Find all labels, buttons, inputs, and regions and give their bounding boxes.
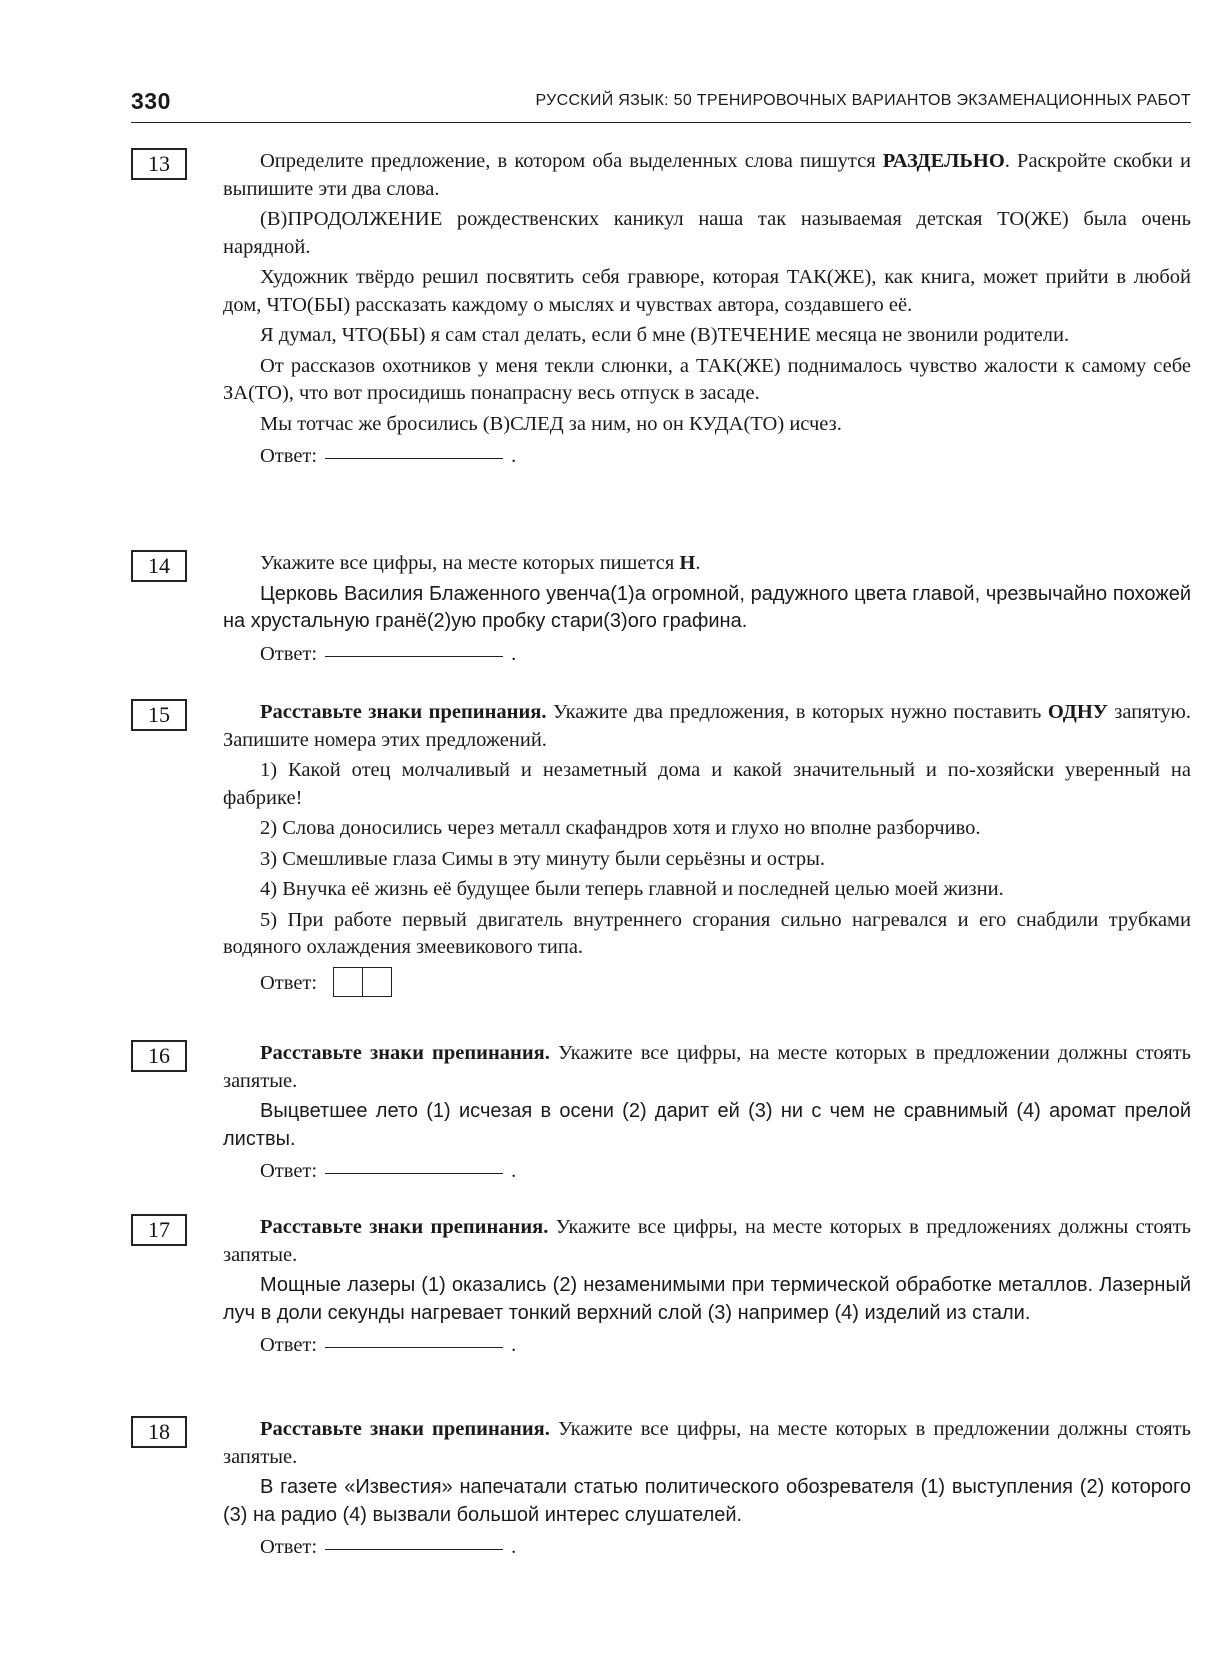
answer-boxes xyxy=(333,967,390,1006)
task-instruction: Определите предложение, в котором оба выделенных слова пишутся РАЗДЕЛЬНО. Раскройте скобки и выпишите эти два слова. xyxy=(223,150,1192,200)
answer-box[interactable] xyxy=(333,967,363,997)
answer-label: Ответ: xyxy=(260,445,318,467)
task-instruction: Расставьте знаки препинания. Укажите все цифры, на месте которых в предложении должны стоять запятые. xyxy=(223,1418,1191,1468)
answer-row: Ответ: . xyxy=(260,1160,517,1182)
answer-row: Ответ: . xyxy=(260,642,517,665)
answer-field[interactable] xyxy=(325,457,503,459)
sentence: 2) Слова доносились через металл скафандров хотя и глухо но вполне разборчиво. xyxy=(260,817,981,839)
answer-field[interactable] xyxy=(325,1346,503,1348)
answer-label: Ответ: xyxy=(260,642,318,665)
answer-label: Ответ: xyxy=(260,1334,318,1356)
task-17 xyxy=(131,1214,1191,1360)
task-16 xyxy=(131,1040,1191,1186)
page-header xyxy=(131,88,1191,123)
answer-field[interactable] xyxy=(325,1172,503,1174)
sentence: 1) Какой отец молчаливый и незаметный дома и какой значительный и по-хозяйски уверенный на фабрике! xyxy=(223,759,1191,809)
task-instruction: Расставьте знаки препинания. Укажите два предложения, в которых нужно поставить ОДНУ запятую. Запишите номера этих предложений. xyxy=(223,701,1191,751)
task-instruction: Расставьте знаки препинания. Укажите все цифры, на месте которых в предложении должны стоять запятые. xyxy=(223,1042,1191,1092)
page-number: 330 xyxy=(131,88,171,114)
answer-row: Ответ: . xyxy=(260,1334,517,1356)
task-18 xyxy=(131,1416,1191,1562)
sentence: Художник твёрдо решил посвятить себя гравюре, которая ТАК(ЖЕ), как книга, может прийти в любой дом, ЧТО(БЫ) рассказать каждому о мыслях и чувствах автора, создавшего её. xyxy=(223,266,1191,316)
task-text: В газете «Известия» напечатали статью политического обозревателя (1) выступления (2) которого (3) на радио (4) вызвали большой интерес слушателей. xyxy=(223,1476,1191,1526)
task-number: 18 xyxy=(131,1416,187,1448)
sentence: (В)ПРОДОЛЖЕНИЕ рождественских каникул наша так называемая детская ТО(ЖЕ) была очень нарядной. xyxy=(223,208,1191,258)
task-number: 14 xyxy=(131,550,187,582)
answer-row xyxy=(260,967,1191,1006)
answer-field[interactable] xyxy=(325,1548,503,1550)
task-15 xyxy=(131,699,1191,1005)
answer-label: Ответ: xyxy=(260,1536,318,1558)
task-13 xyxy=(131,148,1191,471)
task-14 xyxy=(131,550,1191,668)
sentence: Мы тотчас же бросились (В)СЛЕД за ним, но он КУДА(ТО) исчез. xyxy=(260,412,842,435)
answer-label: Ответ: xyxy=(260,1160,318,1182)
task-number: 17 xyxy=(131,1214,187,1246)
answer-row: Ответ: . xyxy=(260,1536,517,1558)
running-title: РУССКИЙ ЯЗЫК: 50 ТРЕНИРОВОЧНЫХ ВАРИАНТОВ ЭКЗАМЕНАЦИОННЫХ РАБОТ xyxy=(535,92,1191,109)
answer-box[interactable] xyxy=(362,967,392,997)
task-number: 15 xyxy=(131,699,187,731)
task-number: 13 xyxy=(131,148,187,180)
task-number: 16 xyxy=(131,1040,187,1072)
sentence: Я думал, ЧТО(БЫ) я сам стал делать, если б мне (В)ТЕЧЕНИЕ месяца не звонили родители. xyxy=(260,324,1070,346)
task-text: Выцветшее лето (1) исчезая в осени (2) дарит ей (3) ни с чем не сравнимый (4) аромат прелой листвы. xyxy=(223,1100,1191,1150)
sentence: 3) Смешливые глаза Симы в эту минуту были серьёзны и остры. xyxy=(260,847,825,870)
sentence: 4) Внучка её жизнь её будущее были теперь главной и последней целью моей жизни. xyxy=(260,878,1004,900)
task-instruction: Укажите все цифры, на месте которых пишется Н. xyxy=(260,552,701,574)
task-text: Церковь Василия Блаженного увенча(1)а огромной, радужного цвета главой, чрезвычайно похожей на хрустальную гранё(2)ую пробку стари(3)ого графина. xyxy=(223,582,1191,632)
answer-row: Ответ: . xyxy=(260,445,517,467)
answer-field[interactable] xyxy=(325,655,503,657)
task-text: Мощные лазеры (1) оказались (2) незаменимыми при термической обработке металлов. Лазерный луч в доли секунды нагревает тонкий верхний слой (3) например (4) изделий из стали. xyxy=(223,1274,1191,1324)
answer-label: Ответ: xyxy=(260,971,318,994)
sentence: От рассказов охотников у меня текли слюнки, а ТАК(ЖЕ) поднималось чувство жалости к самому себе ЗА(ТО), что вот просидишь понапрасну весь отпуск в засаде. xyxy=(223,354,1191,404)
sentence: 5) При работе первый двигатель внутреннего сгорания сильно нагревался и его снабдили трубками водяного охлаждения змеевикового типа. xyxy=(223,908,1191,958)
task-instruction: Расставьте знаки препинания. Укажите все цифры, на месте которых в предложениях должны стоять запятые. xyxy=(223,1216,1192,1266)
